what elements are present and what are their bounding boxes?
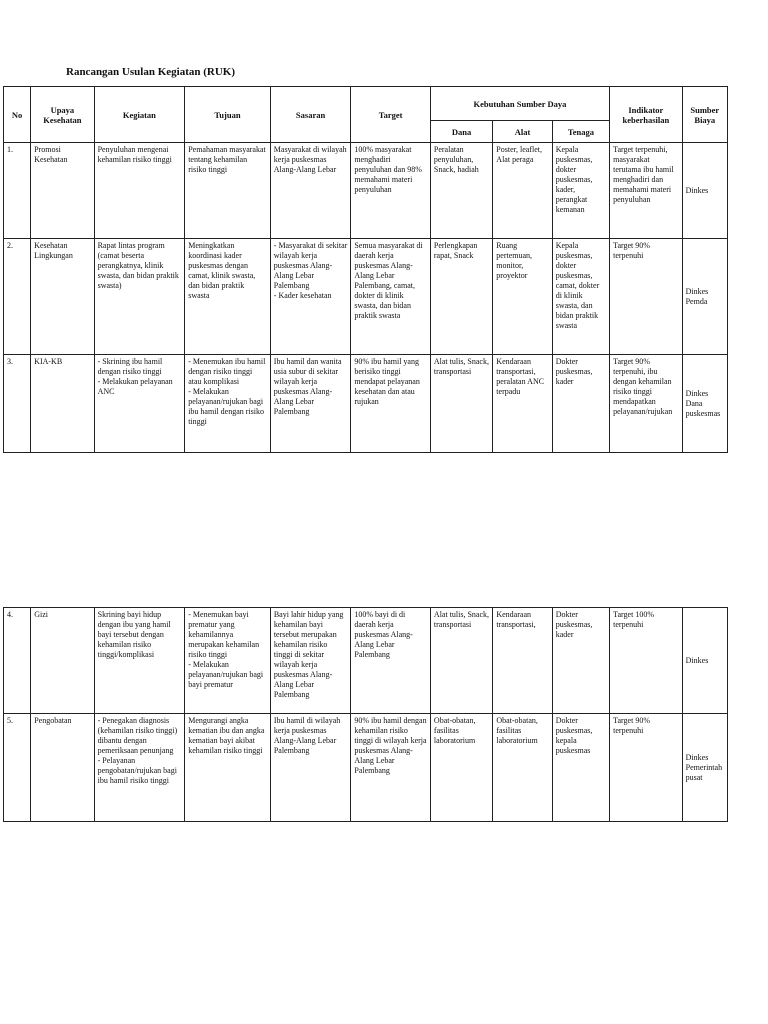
cell-target: 90% ibu hamil dengan kehamilan risiko tinggi di wilayah kerja puskesmas Alang-Alang Lebar Palembang (351, 714, 431, 822)
cell-sumber: Dinkes (682, 608, 727, 714)
cell-tenaga: Dokter puskesmas, kepala puskesmas (552, 714, 609, 822)
cell-dana: Alat tulis, Snack, transportasi (430, 608, 492, 714)
cell-kegiatan: Rapat lintas program (camat beserta perangkatnya, klinik swasta, dan bidan praktik swasta) (94, 239, 185, 355)
cell-target: 90% ibu hamil yang berisiko tinggi mendapat pelayanan kesehatan dan atau rujukan (351, 355, 431, 453)
header-upaya-kesehatan: Upaya Kesehatan (31, 87, 94, 143)
ruk-table-page-1 (3, 86, 728, 453)
cell-upaya: KIA-KB (31, 355, 94, 453)
document-title: Rancangan Usulan Kegiatan (RUK) (66, 66, 235, 78)
cell-upaya: Gizi (31, 608, 94, 714)
cell-tenaga: Kepala puskesmas, dokter puskesmas, camat, dokter di klinik swasta, dan bidan praktik swasta (552, 239, 609, 355)
cell-no: 3. (4, 355, 31, 453)
cell-target: 100% masyarakat menghadiri penyuluhan dan 98% memahami materi penyuluhan (351, 143, 431, 239)
header-indikator-keberhasilan: Indikator keberhasilan (610, 87, 682, 143)
cell-alat: Poster, leaflet, Alat peraga (493, 143, 552, 239)
cell-sumber: Dinkes Pemerintah pusat (682, 714, 727, 822)
cell-tujuan: - Menemukan ibu hamil dengan risiko tinggi atau komplikasi - Melakukan pelayanan/rujukan bagi ibu hamil dengan risiko tinggi (185, 355, 271, 453)
table-row (4, 608, 728, 714)
cell-no: 1. (4, 143, 31, 239)
cell-indikator: Target 90% terpenuhi (610, 714, 683, 822)
cell-upaya: Kesehatan Lingkungan (31, 239, 94, 355)
header-kebutuhan-sumber-daya: Kebutuhan Sumber Daya (430, 87, 609, 121)
cell-no: 4. (4, 608, 31, 714)
table-row (4, 143, 728, 239)
cell-sasaran: - Masyarakat di sekitar wilayah kerja puskesmas Alang-Alang Lebar Palembang - Kader kesehatan (270, 239, 351, 355)
table-row (4, 355, 728, 453)
cell-kegiatan: - Skrining ibu hamil dengan risiko tinggi - Melakukan pelayanan ANC (94, 355, 185, 453)
cell-sasaran: Masyarakat di wilayah kerja puskesmas Alang-Alang Lebar (270, 143, 351, 239)
table-row (4, 714, 728, 822)
cell-tenaga: Dokter puskesmas, kader (552, 608, 609, 714)
cell-alat: Obat-obatan, fasilitas laboratorium (493, 714, 552, 822)
cell-no: 2. (4, 239, 31, 355)
header-sumber-biaya: Sumber Biaya (682, 87, 727, 143)
cell-indikator: Target 90% terpenuhi, ibu dengan kehamilan risiko tinggi mendapatkan pelayanan/rujukan (610, 355, 682, 453)
cell-alat: Kendaraan transportasi, (493, 608, 552, 714)
header-sasaran: Sasaran (270, 87, 351, 143)
cell-tujuan: Meningkatkan koordinasi kader puskesmas dengan camat, klinik swasta, dan bidan praktik swasta (185, 239, 271, 355)
cell-kegiatan: - Penegakan diagnosis (kehamilan risiko tinggi) dibantu dengan pemeriksaan penunjang - Pelayanan pengobatan/rujukan bagi ibu hamil risiko tinggi (94, 714, 185, 822)
cell-tenaga: Kepala puskesmas, dokter puskesmas, kader, perangkat kemanan (552, 143, 609, 239)
cell-target: Semua masyarakat di daerah kerja puskesmas Alang-Alang Lebar Palembang, camat, dokter di klinik swasta, dan bidan praktik swasta (351, 239, 431, 355)
ruk-table-page-2 (3, 607, 728, 822)
cell-tenaga: Dokter puskesmas, kader (552, 355, 609, 453)
cell-alat: Ruang pertemuan, monitor, proyektor (493, 239, 552, 355)
cell-indikator: Target 100% terpenuhi (610, 608, 683, 714)
cell-sasaran: Bayi lahir hidup yang kehamilan bayi tersebut merupakan kehamilan risiko tinggi di sekitar wilayah kerja puskesmas Alang-Alang Lebar Palembang (270, 608, 351, 714)
cell-tujuan: Mengurangi angka kematian ibu dan angka kematian bayi akibat kehamilan risiko tinggi (185, 714, 271, 822)
cell-no: 5. (4, 714, 31, 822)
header-alat: Alat (493, 121, 552, 143)
cell-target: 100% bayi di di daerah kerja puskesmas Alang-Alang Lebar Palembang (351, 608, 431, 714)
header-dana: Dana (430, 121, 492, 143)
cell-tujuan: - Menemukan bayi prematur yang kehamilannya merupakan kehamilan risiko tinggi - Melakukan pelayanan/rujukan bagi bayi prematur (185, 608, 271, 714)
cell-kegiatan: Skrining bayi hidup dengan ibu yang hamil bayi tersebut dengan kehamilan risiko tinggi/komplikasi (94, 608, 185, 714)
cell-tujuan: Pemahaman masyarakat tentang kehamilan risiko tinggi (185, 143, 271, 239)
cell-indikator: Target 90% terpenuhi (610, 239, 682, 355)
table-row (4, 239, 728, 355)
header-tenaga: Tenaga (552, 121, 609, 143)
cell-indikator: Target terpenuhi, masyarakat terutama ibu hamil menghadiri dan memahami materi penyuluhan (610, 143, 682, 239)
cell-dana: Peralatan penyuluhan, Snack, hadiah (430, 143, 492, 239)
header-no: No (4, 87, 31, 143)
header-kegiatan: Kegiatan (94, 87, 185, 143)
cell-dana: Obat-obatan, fasilitas laboratorium (430, 714, 492, 822)
cell-sumber: Dinkes (682, 143, 727, 239)
cell-upaya: Promosi Kesehatan (31, 143, 94, 239)
header-target: Target (351, 87, 431, 143)
cell-sasaran: Ibu hamil di wilayah kerja puskesmas Alang-Alang Lebar Palembang (270, 714, 351, 822)
cell-kegiatan: Penyuluhan mengenai kehamilan risiko tinggi (94, 143, 185, 239)
cell-dana: Alat tulis, Snack, transportasi (430, 355, 492, 453)
cell-sumber: Dinkes Pemda (682, 239, 727, 355)
cell-dana: Perlengkapan rapat, Snack (430, 239, 492, 355)
cell-sumber: Dinkes Dana puskesmas (682, 355, 727, 453)
cell-alat: Kendaraan transportasi, peralatan ANC terpadu (493, 355, 552, 453)
cell-sasaran: Ibu hamil dan wanita usia subur di sekitar wilayah kerja puskesmas Alang-Alang Lebar Palembang (270, 355, 351, 453)
header-tujuan: Tujuan (185, 87, 271, 143)
cell-upaya: Pengobatan (31, 714, 94, 822)
